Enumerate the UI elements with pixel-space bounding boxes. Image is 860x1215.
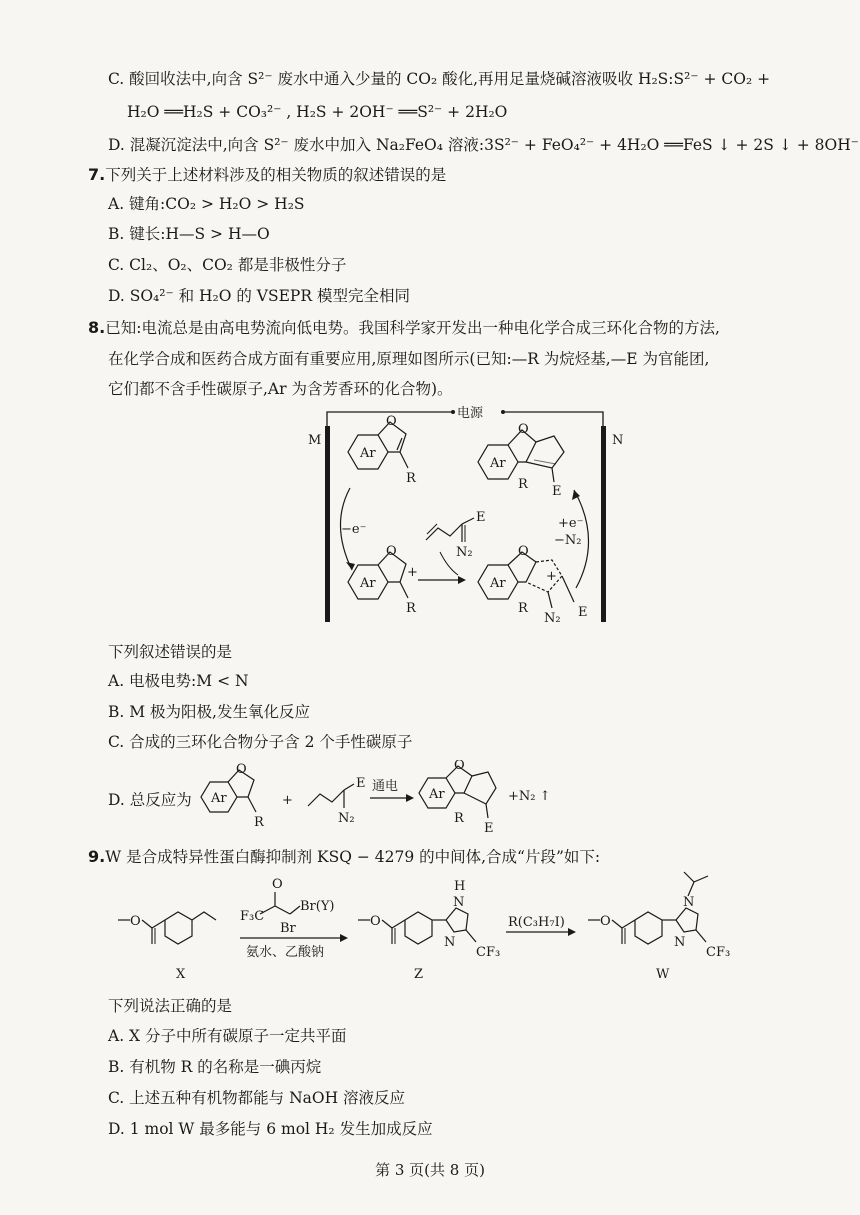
- svg-text:F₃C: F₃C: [240, 909, 265, 924]
- svg-text:+: +: [407, 565, 418, 580]
- compound-z: [358, 879, 500, 982]
- svg-text:R: R: [454, 811, 464, 826]
- q6-option-d: D. 混凝沉淀法中,向含 S²⁻ 废水中加入 Na₂FeO₄ 溶液:3S²⁻ + FeO₄²⁻ + 4H₂O ══FeS ↓ + 2S ↓ + 8OH⁻: [108, 136, 859, 154]
- reduction-label: +e⁻: [558, 516, 584, 531]
- electrode-n: [601, 426, 606, 622]
- q8-option-c: C. 合成的三环化合物分子含 2 个手性碳原子: [108, 733, 413, 751]
- q9-option-c: C. 上述五种有机物都能与 NaOH 溶液反应: [108, 1089, 406, 1107]
- svg-text:O: O: [272, 877, 283, 892]
- svg-text:R: R: [406, 601, 416, 616]
- svg-text:Ar: Ar: [360, 446, 376, 461]
- q9-option-b: B. 有机物 R 的名称是一碘丙烷: [108, 1058, 322, 1076]
- svg-text:Ar: Ar: [429, 787, 445, 802]
- q8-option-d-prefix: D. 总反应为: [108, 791, 192, 809]
- svg-text:E: E: [552, 484, 562, 499]
- svg-text:O: O: [454, 760, 465, 773]
- compound-x: [118, 912, 216, 982]
- cyclic-intermediate: [478, 544, 588, 626]
- q9-ask: 下列说法正确的是: [108, 997, 233, 1015]
- svg-text:R: R: [518, 601, 528, 616]
- radical-cation-intermediate: [348, 544, 418, 616]
- compound-w: [588, 872, 730, 982]
- q6-option-c-line1: C. 酸回收法中,向含 S²⁻ 废水中通入少量的 CO₂ 酸化,再用足量烧碱溶液吸收 H₂S:S²⁻ + CO₂ +: [108, 70, 771, 88]
- svg-text:N: N: [444, 935, 456, 950]
- svg-text:CF₃: CF₃: [706, 945, 731, 960]
- svg-text:E: E: [484, 821, 494, 836]
- svg-text:X: X: [176, 967, 186, 982]
- svg-text:E: E: [356, 776, 366, 791]
- page-footer: 第 3 页(共 8 页): [375, 1161, 485, 1179]
- svg-text:N₂: N₂: [456, 545, 473, 560]
- q7-option-a: A. 键角:CO₂ > H₂O > H₂S: [108, 195, 305, 213]
- q8-option-a: A. 电极电势:M < N: [108, 672, 249, 690]
- q7-option-b: B. 键长:H—S > H—O: [108, 225, 270, 243]
- svg-text:R: R: [406, 471, 416, 486]
- q8-stem-line3: 它们都不含手性碳原子,Ar 为含芳香环的化合物)。: [108, 380, 453, 398]
- overall-reactant-benzofuran: [201, 762, 265, 830]
- benzofuran-reactant: [348, 414, 417, 486]
- reaction-condition-1: 氨水、乙酸钠: [246, 945, 325, 960]
- reaction-reagent-2: R(C₃H₇I): [508, 915, 565, 930]
- q6-option-c-line2: H₂O ══H₂S + CO₃²⁻ , H₂S + 2OH⁻ ══S²⁻ + 2H₂O: [127, 103, 508, 121]
- svg-text:W: W: [656, 967, 670, 982]
- svg-text:N: N: [674, 935, 686, 950]
- svg-text:Ar: Ar: [211, 791, 227, 806]
- q8-stem-line1: 已知:电流总是由高电势流向低电势。我国科学家开发出一种电化学合成三环化合物的方法,: [105, 319, 720, 337]
- svg-text:E: E: [476, 510, 486, 525]
- diazo-reagent: [426, 510, 486, 560]
- svg-text:N₂: N₂: [338, 811, 355, 826]
- svg-text:N: N: [453, 895, 465, 910]
- svg-text:E: E: [578, 605, 588, 620]
- svg-text:O: O: [600, 914, 611, 929]
- svg-text:CF₃: CF₃: [476, 945, 501, 960]
- svg-text:N: N: [683, 895, 695, 910]
- svg-text:Ar: Ar: [360, 576, 376, 591]
- svg-text:H: H: [454, 879, 466, 894]
- q9-number: 9.: [88, 847, 106, 866]
- tricyclic-product: [478, 422, 564, 499]
- q8-question: [88, 317, 720, 339]
- nitrogen-gas-product: +N₂ ↑: [508, 789, 551, 804]
- electrolysis-condition: 通电: [372, 779, 399, 794]
- svg-text:Br(Y): Br(Y): [300, 899, 335, 914]
- q7-option-c: C. Cl₂、O₂、CO₂ 都是非极性分子: [108, 256, 347, 274]
- svg-text:O: O: [370, 914, 381, 929]
- reagent-y: [240, 877, 335, 936]
- oxidation-label: −e⁻: [341, 522, 367, 537]
- svg-text:R: R: [254, 815, 264, 830]
- svg-text:O: O: [386, 544, 397, 559]
- svg-text:+: +: [546, 569, 557, 584]
- q7-number: 7.: [88, 165, 106, 184]
- q8-number: 8.: [88, 318, 106, 337]
- q9-stem: W 是合成特异性蛋白酶抑制剂 KSQ − 4279 的中间体,合成“片段”如下:: [105, 848, 601, 866]
- q8-ask: 下列叙述错误的是: [108, 643, 233, 661]
- svg-text:O: O: [518, 544, 529, 559]
- overall-reaction-scheme: [196, 760, 576, 840]
- q7-question: [88, 164, 446, 186]
- q9-option-a: A. X 分子中所有碳原子一定共平面: [108, 1027, 347, 1045]
- electrode-n-label: N: [612, 433, 624, 448]
- overall-reactant-diazo: [308, 776, 366, 826]
- q8-option-b: B. M 极为阳极,发生氧化反应: [108, 703, 310, 721]
- q7-option-d: D. SO₄²⁻ 和 H₂O 的 VSEPR 模型完全相同: [108, 287, 410, 305]
- svg-text:O: O: [130, 914, 141, 929]
- svg-text:O: O: [386, 414, 397, 429]
- svg-text:Ar: Ar: [490, 456, 506, 471]
- q8-stem-line2: 在化学合成和医药合成方面有重要应用,原理如图所示(已知:—R 为烷烃基,—E 为官能团,: [108, 350, 710, 368]
- electrode-m: [325, 426, 330, 622]
- svg-text:Z: Z: [414, 967, 424, 982]
- synthesis-scheme: [110, 870, 770, 990]
- q9-option-d: D. 1 mol W 最多能与 6 mol H₂ 发生加成反应: [108, 1120, 433, 1138]
- q7-stem: 下列关于上述材料涉及的相关物质的叙述错误的是: [105, 166, 447, 184]
- q9-question: [88, 846, 600, 868]
- svg-text:R: R: [518, 477, 528, 492]
- power-source-label: 电源: [457, 406, 484, 421]
- svg-text:O: O: [518, 422, 529, 437]
- svg-text:N₂: N₂: [544, 611, 561, 626]
- svg-text:Ar: Ar: [490, 576, 506, 591]
- overall-product: [419, 760, 496, 836]
- svg-text:O: O: [236, 762, 247, 777]
- svg-text:Br: Br: [280, 921, 296, 936]
- overall-plus: +: [282, 793, 293, 808]
- nitrogen-loss-label: −N₂: [554, 533, 582, 548]
- electrochemical-cell-diagram: [290, 400, 630, 628]
- electrode-m-label: M: [308, 433, 322, 448]
